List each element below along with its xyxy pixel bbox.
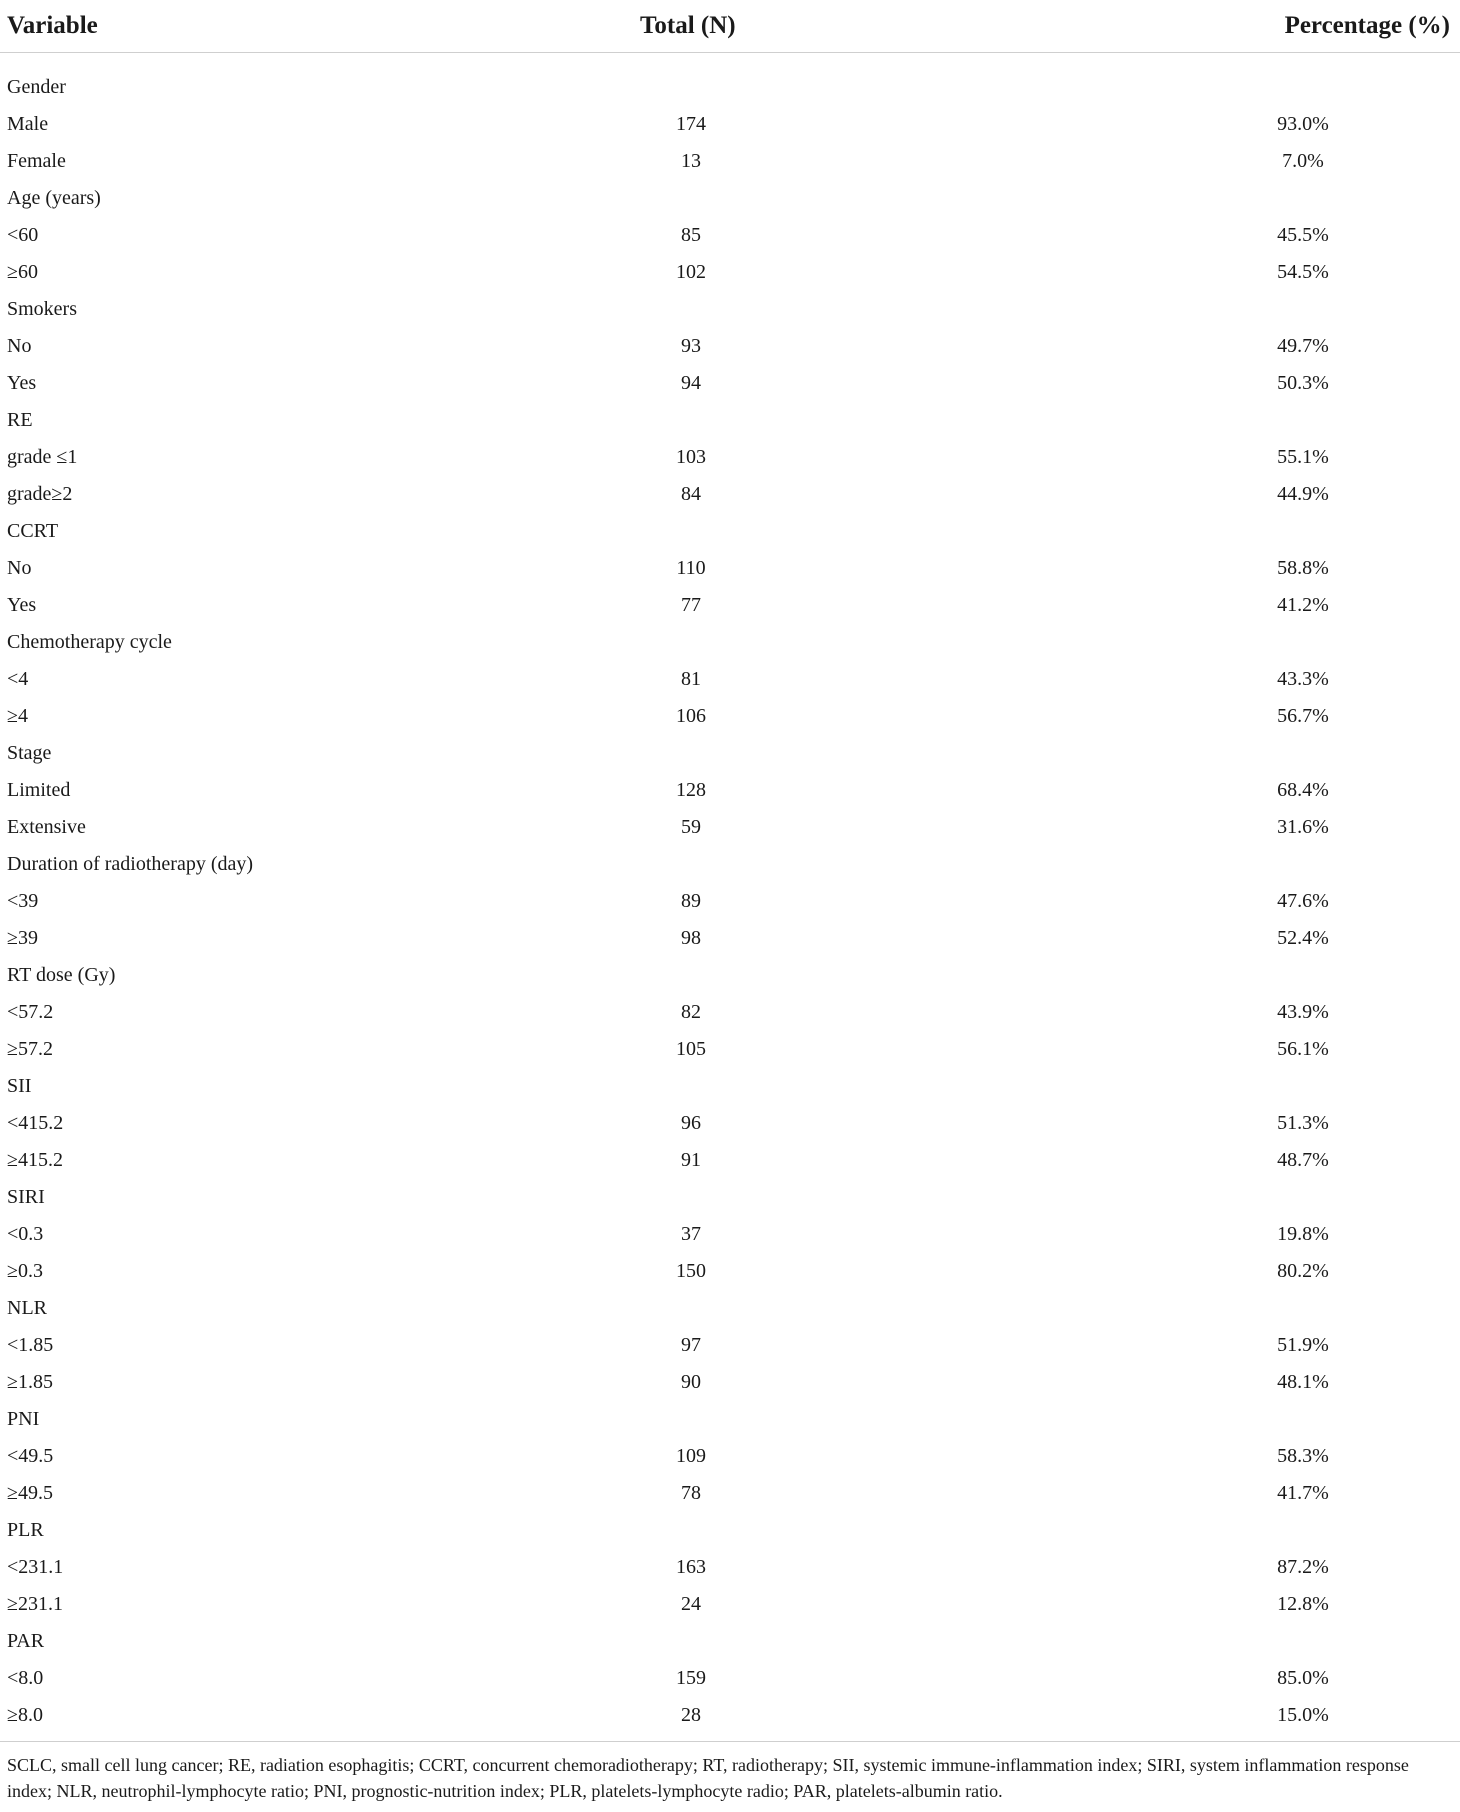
row-variable: Male (7, 113, 49, 135)
row-total: 93 (681, 335, 701, 357)
table-row (0, 1549, 1460, 1586)
row-percentage-cell (964, 291, 1460, 328)
row-percentage: 43.9% (1277, 1001, 1329, 1023)
row-total-cell (420, 1327, 964, 1364)
row-percentage-cell (964, 1290, 1460, 1327)
table-body (0, 53, 1460, 1735)
row-total: 90 (681, 1371, 701, 1393)
row-percentage-cell (964, 735, 1460, 772)
table-row (0, 1401, 1460, 1438)
header-total: Total (N) (420, 0, 964, 53)
row-percentage: 44.9% (1277, 483, 1329, 505)
row-variable: ≥415.2 (7, 1149, 63, 1171)
row-variable: No (7, 557, 32, 579)
row-percentage: 45.5% (1277, 224, 1329, 246)
header-variable: Variable (0, 0, 420, 53)
row-total-cell (420, 1179, 964, 1216)
row-variable: ≥4 (7, 705, 28, 727)
row-total-cell (420, 1512, 964, 1549)
row-variable: ≥60 (7, 261, 38, 283)
row-total-cell (420, 772, 964, 809)
row-percentage-cell (964, 772, 1460, 809)
row-variable: Extensive (7, 816, 86, 838)
row-total-cell (420, 994, 964, 1031)
row-percentage: 85.0% (1277, 1667, 1329, 1689)
row-percentage-cell (964, 698, 1460, 735)
row-total-cell (420, 69, 964, 106)
row-total-cell (420, 106, 964, 143)
row-variable: ≥39 (7, 927, 38, 949)
row-total: 13 (681, 150, 701, 172)
table-row (0, 476, 1460, 513)
table-row (0, 143, 1460, 180)
row-variable: Chemotherapy cycle (7, 631, 172, 653)
table-row (0, 1475, 1460, 1512)
row-total-cell (420, 1623, 964, 1660)
row-variable: grade ≤1 (7, 446, 78, 468)
table-row (0, 402, 1460, 439)
row-variable: ≥49.5 (7, 1482, 53, 1504)
row-total: 105 (676, 1038, 706, 1060)
table-row (0, 328, 1460, 365)
row-percentage: 41.7% (1277, 1482, 1329, 1504)
row-percentage-cell (964, 661, 1460, 698)
row-variable: ≥57.2 (7, 1038, 53, 1060)
row-percentage: 56.1% (1277, 1038, 1329, 1060)
row-total-cell (420, 291, 964, 328)
row-total-cell (420, 1105, 964, 1142)
row-variable: <0.3 (7, 1223, 44, 1245)
row-total: 84 (681, 483, 701, 505)
row-total: 106 (676, 705, 706, 727)
row-percentage: 54.5% (1277, 261, 1329, 283)
row-variable: SIRI (7, 1186, 45, 1208)
table-row (0, 1253, 1460, 1290)
row-percentage-cell (964, 106, 1460, 143)
table-row (0, 1697, 1460, 1734)
table-row (0, 1290, 1460, 1327)
row-percentage-cell (964, 1401, 1460, 1438)
row-total-cell (420, 402, 964, 439)
row-total: 85 (681, 224, 701, 246)
row-percentage-cell (964, 1142, 1460, 1179)
table-row (0, 846, 1460, 883)
row-total-cell (420, 365, 964, 402)
row-variable: <39 (7, 890, 39, 912)
row-percentage-cell (964, 365, 1460, 402)
row-percentage-cell (964, 513, 1460, 550)
row-total-cell (420, 550, 964, 587)
table-row (0, 365, 1460, 402)
row-total-cell (420, 883, 964, 920)
table-row (0, 439, 1460, 476)
row-variable: RT dose (Gy) (7, 964, 116, 986)
row-total: 94 (681, 372, 701, 394)
row-percentage-cell (964, 846, 1460, 883)
row-total: 163 (676, 1556, 706, 1578)
row-percentage: 31.6% (1277, 816, 1329, 838)
row-variable: PAR (7, 1630, 45, 1652)
row-percentage: 58.3% (1277, 1445, 1329, 1467)
row-percentage-cell (964, 1068, 1460, 1105)
row-percentage: 48.7% (1277, 1149, 1329, 1171)
row-total: 89 (681, 890, 701, 912)
row-percentage: 43.3% (1277, 668, 1329, 690)
row-variable: <57.2 (7, 1001, 54, 1023)
row-variable: Limited (7, 779, 71, 801)
row-percentage: 15.0% (1277, 1704, 1329, 1726)
row-percentage-cell (964, 1179, 1460, 1216)
row-variable: ≥231.1 (7, 1593, 63, 1615)
row-total-cell (420, 1660, 964, 1697)
row-total-cell (420, 1142, 964, 1179)
row-percentage-cell (964, 217, 1460, 254)
row-variable: Smokers (7, 298, 77, 320)
row-percentage: 7.0% (1282, 150, 1324, 172)
row-total-cell (420, 1475, 964, 1512)
row-percentage: 93.0% (1277, 113, 1329, 135)
table-row (0, 513, 1460, 550)
table-row (0, 1364, 1460, 1401)
row-variable: PNI (7, 1408, 40, 1430)
row-percentage-cell (964, 1549, 1460, 1586)
row-variable: <4 (7, 668, 29, 690)
row-percentage-cell (964, 143, 1460, 180)
row-total-cell (420, 698, 964, 735)
row-variable: SII (7, 1075, 32, 1097)
row-total: 24 (681, 1593, 701, 1615)
row-percentage-cell (964, 624, 1460, 661)
row-percentage-cell (964, 1105, 1460, 1142)
row-percentage: 41.2% (1277, 594, 1329, 616)
row-variable: Age (years) (7, 187, 101, 209)
row-variable: <49.5 (7, 1445, 54, 1467)
row-percentage: 47.6% (1277, 890, 1329, 912)
row-total: 59 (681, 816, 701, 838)
row-total-cell (420, 661, 964, 698)
row-total: 97 (681, 1334, 701, 1356)
row-total: 77 (681, 594, 701, 616)
header-percentage: Percentage (%) (964, 0, 1460, 53)
row-percentage-cell (964, 476, 1460, 513)
row-variable: <1.85 (7, 1334, 54, 1356)
row-percentage-cell (964, 1327, 1460, 1364)
row-percentage-cell (964, 1660, 1460, 1697)
table-row (0, 1068, 1460, 1105)
row-total: 81 (681, 668, 701, 690)
row-percentage-cell (964, 439, 1460, 476)
row-total: 150 (676, 1260, 706, 1282)
table-row (0, 1438, 1460, 1475)
row-total: 91 (681, 1149, 701, 1171)
row-variable: ≥1.85 (7, 1371, 53, 1393)
row-percentage-cell (964, 1364, 1460, 1401)
row-total-cell (420, 1401, 964, 1438)
row-percentage: 87.2% (1277, 1556, 1329, 1578)
row-total-cell (420, 476, 964, 513)
row-percentage-cell (964, 957, 1460, 994)
row-total-cell (420, 957, 964, 994)
table-spacer (0, 53, 1460, 70)
row-percentage-cell (964, 402, 1460, 439)
row-total-cell (420, 1031, 964, 1068)
table-row (0, 1586, 1460, 1623)
table-footnote: SCLC, small cell lung cancer; RE, radiation esophagitis; CCRT, concurrent chemoradiotherapy; RT, radiotherapy; SII, systemic immune-inflammation index; SIRI, system inflammation response index; NLR, neutrophil-lymphocyte ratio; PNI, prognostic-nutrition index; PLR, platelets-lymphocyte radio; PAR, platelets-albumin ratio. (7, 1755, 1409, 1801)
row-total-cell (420, 624, 964, 661)
row-percentage: 49.7% (1277, 335, 1329, 357)
row-variable: CCRT (7, 520, 59, 542)
row-variable: Gender (7, 76, 66, 98)
table-row (0, 1660, 1460, 1697)
table-row (0, 957, 1460, 994)
row-percentage-cell (964, 1586, 1460, 1623)
table-row (0, 772, 1460, 809)
row-percentage-cell (964, 328, 1460, 365)
table-row (0, 1216, 1460, 1253)
row-total: 103 (676, 446, 706, 468)
table-row (0, 1512, 1460, 1549)
row-total-cell (420, 735, 964, 772)
row-total-cell (420, 920, 964, 957)
row-percentage-cell (964, 1216, 1460, 1253)
row-total: 110 (676, 557, 706, 579)
row-percentage: 52.4% (1277, 927, 1329, 949)
row-percentage: 12.8% (1277, 1593, 1329, 1615)
row-percentage: 19.8% (1277, 1223, 1329, 1245)
row-total-cell (420, 217, 964, 254)
row-percentage: 68.4% (1277, 779, 1329, 801)
row-variable: ≥8.0 (7, 1704, 43, 1726)
row-total-cell (420, 1364, 964, 1401)
row-total-cell (420, 180, 964, 217)
row-total: 102 (676, 261, 706, 283)
table-row (0, 217, 1460, 254)
row-total: 78 (681, 1482, 701, 1504)
row-total-cell (420, 1697, 964, 1734)
row-total-cell (420, 587, 964, 624)
row-percentage-cell (964, 1697, 1460, 1734)
row-percentage: 51.3% (1277, 1112, 1329, 1134)
table-row (0, 661, 1460, 698)
row-percentage-cell (964, 883, 1460, 920)
row-percentage: 58.8% (1277, 557, 1329, 579)
row-total: 37 (681, 1223, 701, 1245)
row-variable: No (7, 335, 32, 357)
row-percentage: 80.2% (1277, 1260, 1329, 1282)
row-total-cell (420, 1068, 964, 1105)
row-percentage: 51.9% (1277, 1334, 1329, 1356)
row-percentage-cell (964, 809, 1460, 846)
row-percentage-cell (964, 69, 1460, 106)
row-variable: Female (7, 150, 66, 172)
table-row (0, 291, 1460, 328)
row-total: 96 (681, 1112, 701, 1134)
row-variable: PLR (7, 1519, 44, 1541)
row-total-cell (420, 143, 964, 180)
row-percentage-cell (964, 1438, 1460, 1475)
header-row (0, 0, 1460, 53)
row-variable: Duration of radiotherapy (day) (7, 853, 254, 875)
table-row (0, 1623, 1460, 1660)
table-row (0, 809, 1460, 846)
table-row (0, 254, 1460, 291)
table-header (0, 0, 1460, 53)
footnote-divider (0, 1741, 1460, 1742)
row-total: 159 (676, 1667, 706, 1689)
row-percentage-cell (964, 587, 1460, 624)
row-total-cell (420, 1586, 964, 1623)
row-percentage-cell (964, 550, 1460, 587)
row-percentage-cell (964, 1475, 1460, 1512)
row-variable: <8.0 (7, 1667, 44, 1689)
row-percentage: 50.3% (1277, 372, 1329, 394)
row-variable: <60 (7, 224, 39, 246)
row-percentage-cell (964, 994, 1460, 1031)
table-row (0, 624, 1460, 661)
table-row (0, 698, 1460, 735)
row-total: 109 (676, 1445, 706, 1467)
row-percentage-cell (964, 920, 1460, 957)
row-variable: NLR (7, 1297, 47, 1319)
row-total: 28 (681, 1704, 701, 1726)
row-total-cell (420, 809, 964, 846)
row-total: 174 (676, 113, 706, 135)
row-variable: Stage (7, 742, 52, 764)
row-total: 128 (676, 779, 706, 801)
row-percentage-cell (964, 254, 1460, 291)
row-percentage: 48.1% (1277, 1371, 1329, 1393)
row-total-cell (420, 328, 964, 365)
row-total-cell (420, 513, 964, 550)
row-variable: ≥0.3 (7, 1260, 43, 1282)
row-total-cell (420, 439, 964, 476)
table-row (0, 1327, 1460, 1364)
table-row (0, 69, 1460, 106)
table-row (0, 550, 1460, 587)
table-row (0, 1031, 1460, 1068)
table-row (0, 106, 1460, 143)
row-variable: grade≥2 (7, 483, 73, 505)
table-row (0, 587, 1460, 624)
row-total-cell (420, 846, 964, 883)
table-row (0, 735, 1460, 772)
row-variable: <231.1 (7, 1556, 64, 1578)
row-total-cell (420, 1438, 964, 1475)
row-percentage-cell (964, 1623, 1460, 1660)
row-total: 98 (681, 927, 701, 949)
row-variable: RE (7, 409, 33, 431)
table-row (0, 1142, 1460, 1179)
table-row (0, 883, 1460, 920)
row-total-cell (420, 254, 964, 291)
row-total-cell (420, 1290, 964, 1327)
row-variable: <415.2 (7, 1112, 64, 1134)
row-total-cell (420, 1253, 964, 1290)
row-variable: Yes (7, 372, 37, 394)
row-total: 82 (681, 1001, 701, 1023)
row-total-cell (420, 1549, 964, 1586)
table-row (0, 1105, 1460, 1142)
row-variable: Yes (7, 594, 37, 616)
row-percentage-cell (964, 1512, 1460, 1549)
table-row (0, 180, 1460, 217)
row-percentage: 56.7% (1277, 705, 1329, 727)
row-percentage-cell (964, 1253, 1460, 1290)
table-row (0, 1179, 1460, 1216)
table-row (0, 994, 1460, 1031)
row-percentage-cell (964, 180, 1460, 217)
table-row (0, 920, 1460, 957)
row-total-cell (420, 1216, 964, 1253)
row-percentage: 55.1% (1277, 446, 1329, 468)
row-percentage-cell (964, 1031, 1460, 1068)
